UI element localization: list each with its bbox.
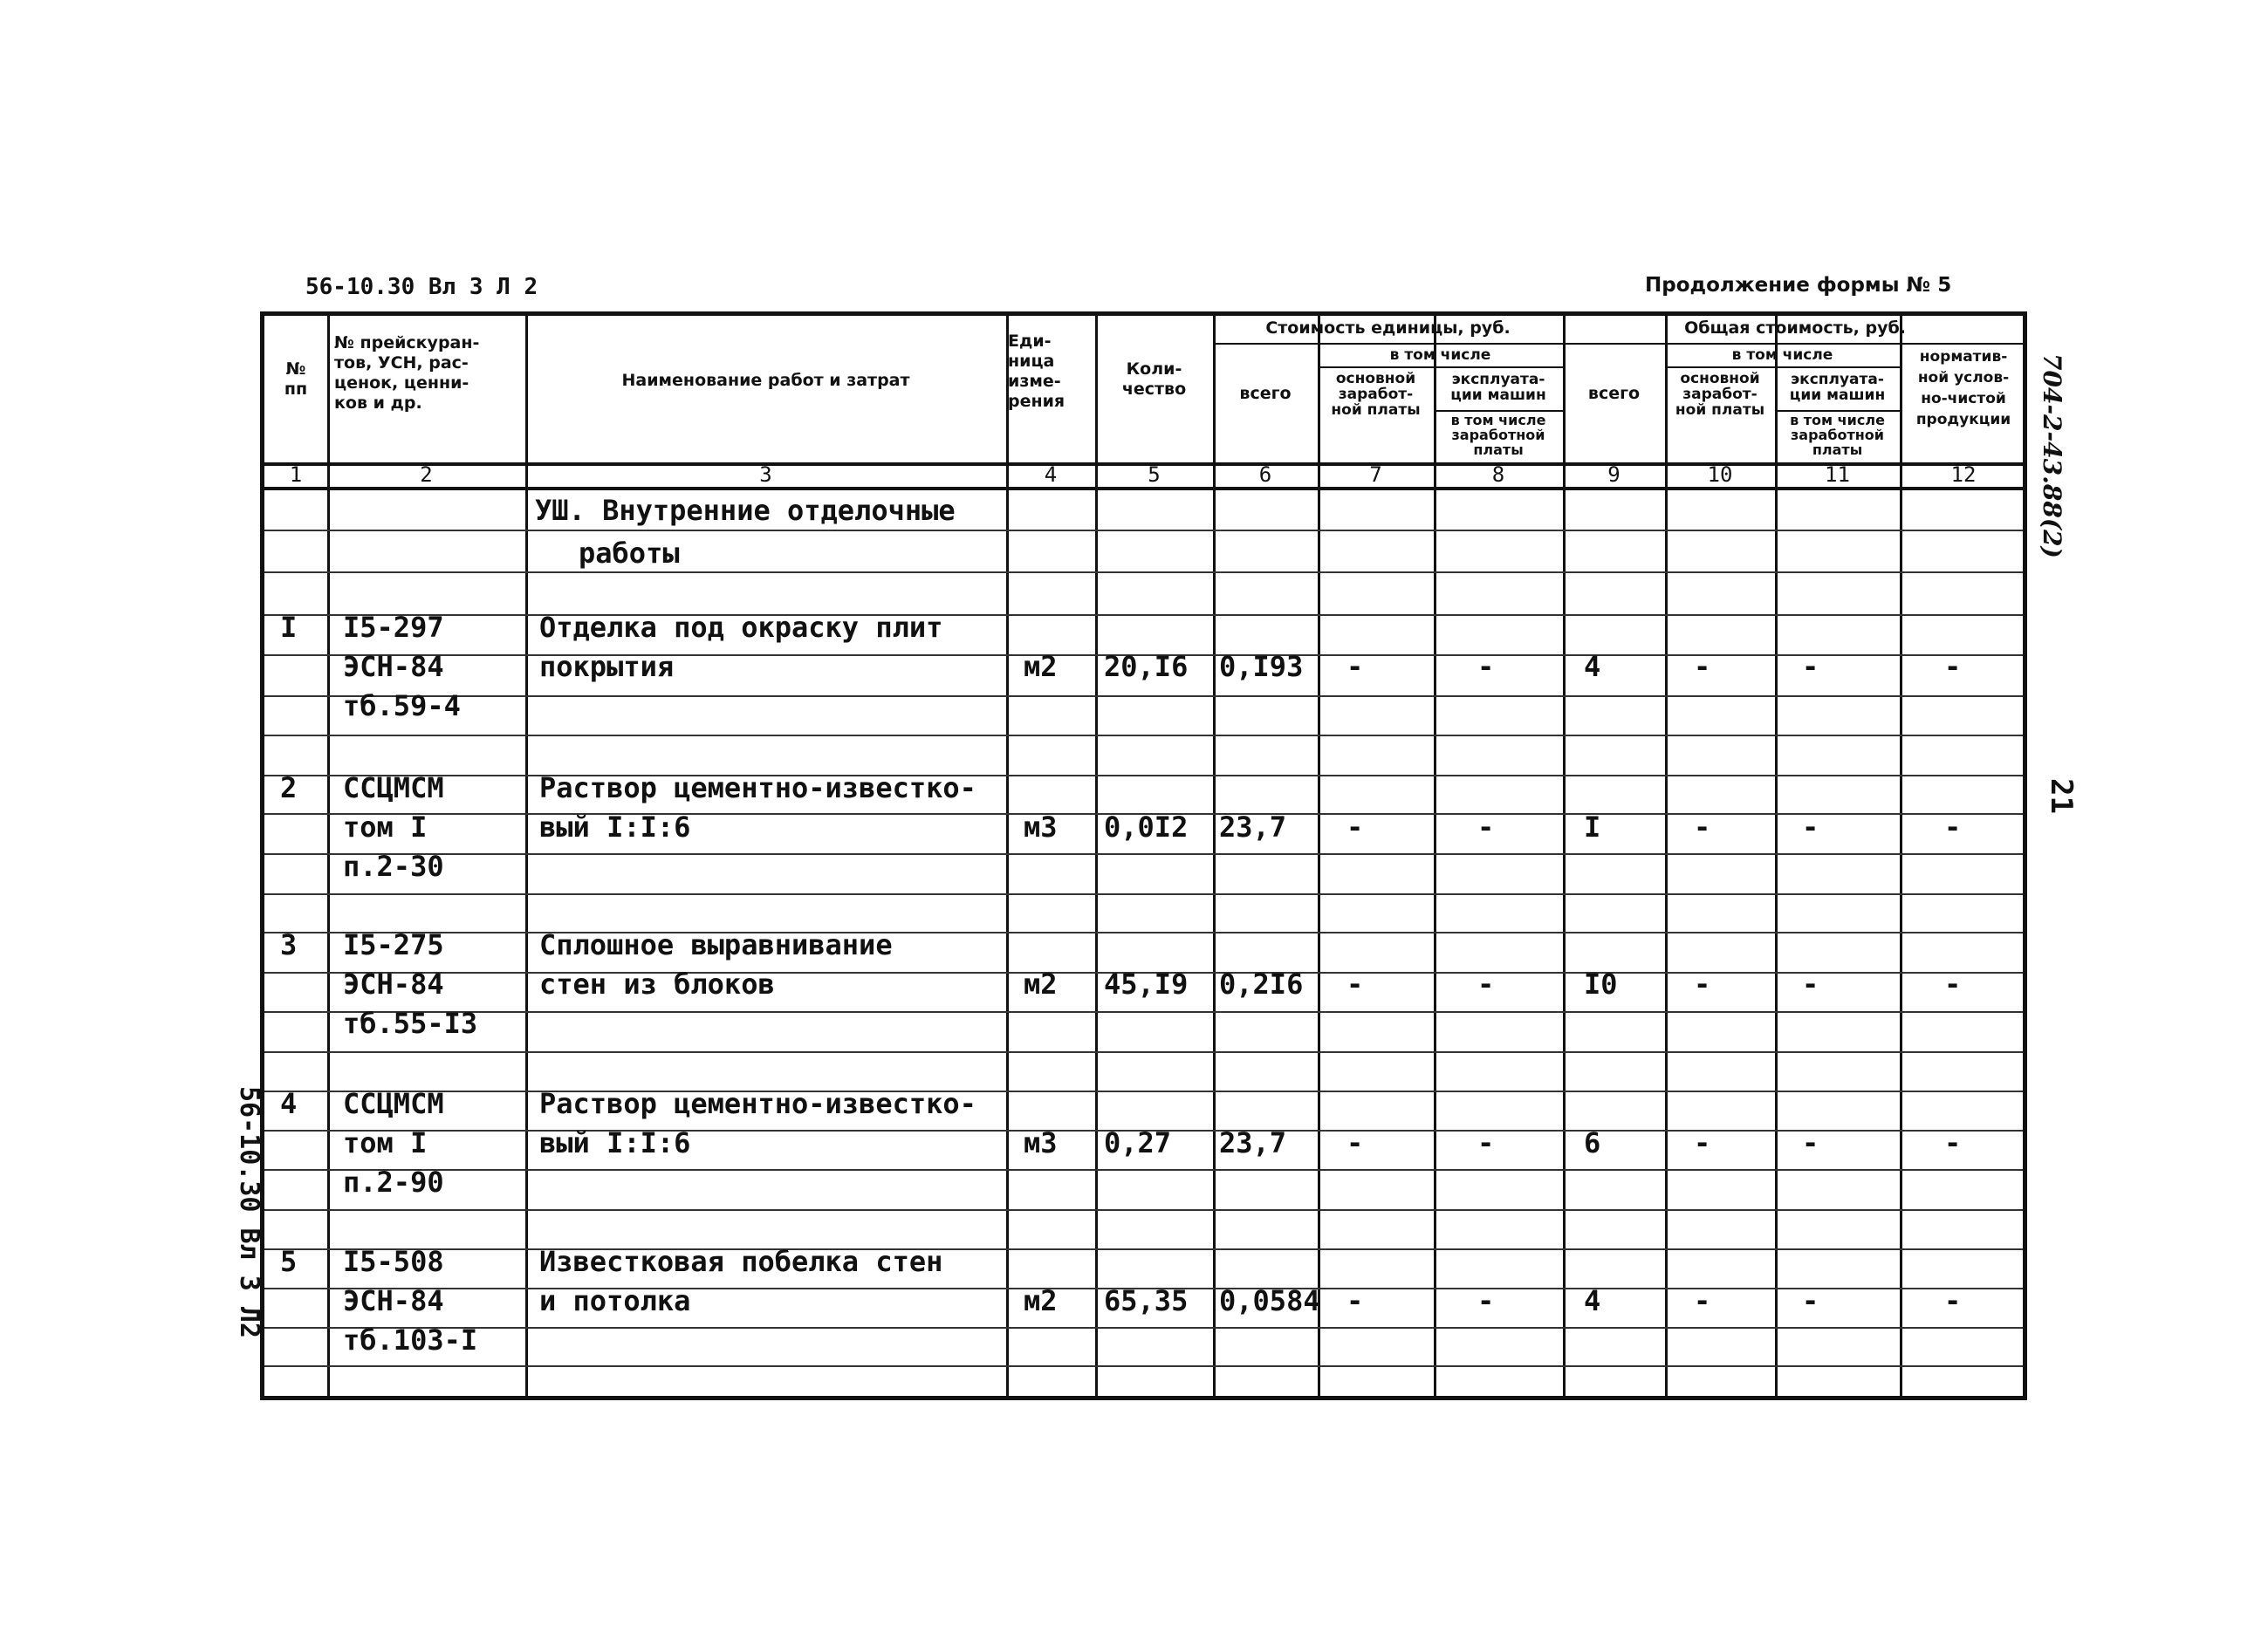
total-machines: - — [1802, 1126, 1819, 1159]
form-continuation-note: Продолжение формы № 5 — [1645, 274, 1952, 297]
price-list-code: ССЦМСМ — [343, 771, 444, 804]
unit-cost-machines: - — [1477, 650, 1495, 683]
work-name: стен из блоков — [539, 968, 775, 1001]
work-name: Известковая побелка стен — [539, 1245, 943, 1278]
quantity: 20,I6 — [1104, 650, 1189, 683]
unit: м2 — [1024, 1284, 1058, 1317]
document-code: 56-10.30 Вл 3 Л 2 — [305, 274, 538, 300]
column-number: 1 — [289, 462, 303, 487]
page-number: 21 — [2044, 778, 2079, 814]
total-machines: - — [1802, 810, 1819, 844]
price-list-code: тб.103-I — [343, 1323, 478, 1357]
column-number: 6 — [1258, 462, 1272, 487]
header-unit-basic-pay: основной заработ- ной платы — [1331, 370, 1421, 419]
unit-cost-all: 0,0584 — [1219, 1284, 1320, 1317]
quantity: 45,I9 — [1104, 968, 1189, 1001]
price-list-code: I5-508 — [343, 1245, 444, 1278]
quantity: 65,35 — [1104, 1284, 1189, 1317]
column-number: 12 — [1950, 462, 1977, 487]
handwritten-stamp: 704-2-43.88(2) — [2038, 353, 2066, 558]
normative-output: - — [1944, 650, 1962, 683]
header-total-machines: эксплуата- ции машин — [1789, 371, 1886, 404]
row-number: 4 — [280, 1087, 298, 1120]
header-total-basic-pay: основной заработ- ной платы — [1675, 370, 1765, 419]
normative-output: - — [1944, 1126, 1962, 1159]
column-number: 7 — [1369, 462, 1382, 487]
normative-output: - — [1944, 968, 1962, 1001]
unit-cost-all: 23,7 — [1219, 1126, 1287, 1159]
work-name: вый I:I:6 — [539, 810, 691, 844]
total-basic-pay: - — [1694, 810, 1711, 844]
unit-cost-all: 0,I93 — [1219, 650, 1304, 683]
column-number: 4 — [1044, 462, 1058, 487]
header-total-all: всего — [1587, 384, 1641, 403]
work-name: покрытия — [539, 650, 675, 683]
price-list-code: ЭСН-84 — [343, 1284, 444, 1317]
header-work-name: Наименование работ и затрат — [621, 371, 910, 390]
unit: м3 — [1024, 1126, 1058, 1159]
section-title: УШ. Внутренние отделочные — [535, 494, 956, 527]
unit-cost-basic-pay: - — [1346, 1284, 1364, 1317]
column-number: 3 — [759, 462, 772, 487]
header-total-including: в том числе — [1731, 346, 1833, 364]
work-name: вый I:I:6 — [539, 1126, 691, 1159]
total-machines: - — [1802, 968, 1819, 1001]
row-number: I — [280, 611, 298, 644]
price-list-code: том I — [343, 810, 428, 844]
price-list-code: ССЦМСМ — [343, 1087, 444, 1120]
total-basic-pay: - — [1694, 1284, 1711, 1317]
section-title: работы — [579, 537, 680, 570]
header-unit-cost: Стоимость единицы, руб. — [1265, 318, 1511, 338]
normative-output: - — [1944, 810, 1962, 844]
total-basic-pay: - — [1694, 1126, 1711, 1159]
unit-cost-all: 0,2I6 — [1219, 968, 1304, 1001]
unit-cost-machines: - — [1477, 1126, 1495, 1159]
unit-cost-machines: - — [1477, 810, 1495, 844]
total-cost-all: I0 — [1584, 968, 1618, 1001]
row-number: 5 — [280, 1245, 298, 1278]
header-normative-output: норматив- ной услов- но-чистой продукции — [1915, 348, 2011, 428]
column-number: 11 — [1825, 462, 1850, 487]
header-unit-including: в том числе — [1389, 346, 1491, 364]
price-list-code: п.2-30 — [343, 850, 444, 883]
total-machines: - — [1802, 1284, 1819, 1317]
unit-cost-basic-pay: - — [1346, 968, 1364, 1001]
unit-cost-basic-pay: - — [1346, 810, 1364, 844]
quantity: 0,0I2 — [1104, 810, 1189, 844]
total-cost-all: 6 — [1584, 1126, 1601, 1159]
row-number: 2 — [280, 771, 298, 804]
column-number: 2 — [420, 462, 433, 487]
normative-output: - — [1944, 1284, 1962, 1317]
header-price-list: № прейскуран- тов, УСН, рас- ценок, ценни- ков и др. — [334, 333, 480, 413]
unit-cost-all: 23,7 — [1219, 810, 1287, 844]
work-name: Отделка под окраску плит — [539, 611, 943, 644]
unit-cost-basic-pay: - — [1346, 1126, 1364, 1159]
row-number: 3 — [280, 928, 298, 961]
header-total-cost: Общая стоимость, руб. — [1684, 318, 1906, 338]
estimate-table — [260, 311, 2027, 1400]
total-cost-all: 4 — [1584, 650, 1601, 683]
header-quantity: Коли- чество — [1121, 359, 1187, 399]
price-list-code: том I — [343, 1126, 428, 1159]
unit-cost-machines: - — [1477, 968, 1495, 1001]
price-list-code: I5-275 — [343, 928, 444, 961]
header-unit: Еди- ница изме- рения — [1008, 332, 1065, 411]
work-name: Раствор цементно-известко- — [539, 1087, 976, 1120]
work-name: Раствор цементно-известко- — [539, 771, 976, 804]
column-number: 5 — [1148, 462, 1161, 487]
price-list-code: тб.59-4 — [343, 689, 461, 722]
column-number: 10 — [1707, 462, 1733, 487]
price-list-code: ЭСН-84 — [343, 650, 444, 683]
header-number: № пп — [284, 359, 308, 399]
price-list-code: тб.55-I3 — [343, 1007, 478, 1040]
header-unit-machines: эксплуата- ции машин — [1450, 371, 1546, 404]
total-cost-all: I — [1584, 810, 1601, 844]
unit-cost-machines: - — [1477, 1284, 1495, 1317]
price-list-code: ЭСН-84 — [343, 968, 444, 1001]
unit: м2 — [1024, 650, 1058, 683]
total-cost-all: 4 — [1584, 1284, 1601, 1317]
total-machines: - — [1802, 650, 1819, 683]
column-number: 8 — [1491, 462, 1505, 487]
price-list-code: I5-297 — [343, 611, 444, 644]
header-unit-incl-pay: в том числе заработной платы — [1450, 412, 1546, 458]
total-basic-pay: - — [1694, 650, 1711, 683]
work-name: и потолка — [539, 1284, 691, 1317]
side-document-code: 56-10.30 Вл 3 Л2 — [234, 1086, 264, 1338]
total-basic-pay: - — [1694, 968, 1711, 1001]
column-number: 9 — [1607, 462, 1620, 487]
unit: м3 — [1024, 810, 1058, 844]
unit: м2 — [1024, 968, 1058, 1001]
price-list-code: п.2-90 — [343, 1166, 444, 1199]
header-total-incl-pay: в том числе заработной платы — [1790, 412, 1885, 458]
work-name: Сплошное выравнивание — [539, 928, 893, 961]
unit-cost-basic-pay: - — [1346, 650, 1364, 683]
header-unit-all: всего — [1239, 384, 1292, 403]
quantity: 0,27 — [1104, 1126, 1172, 1159]
